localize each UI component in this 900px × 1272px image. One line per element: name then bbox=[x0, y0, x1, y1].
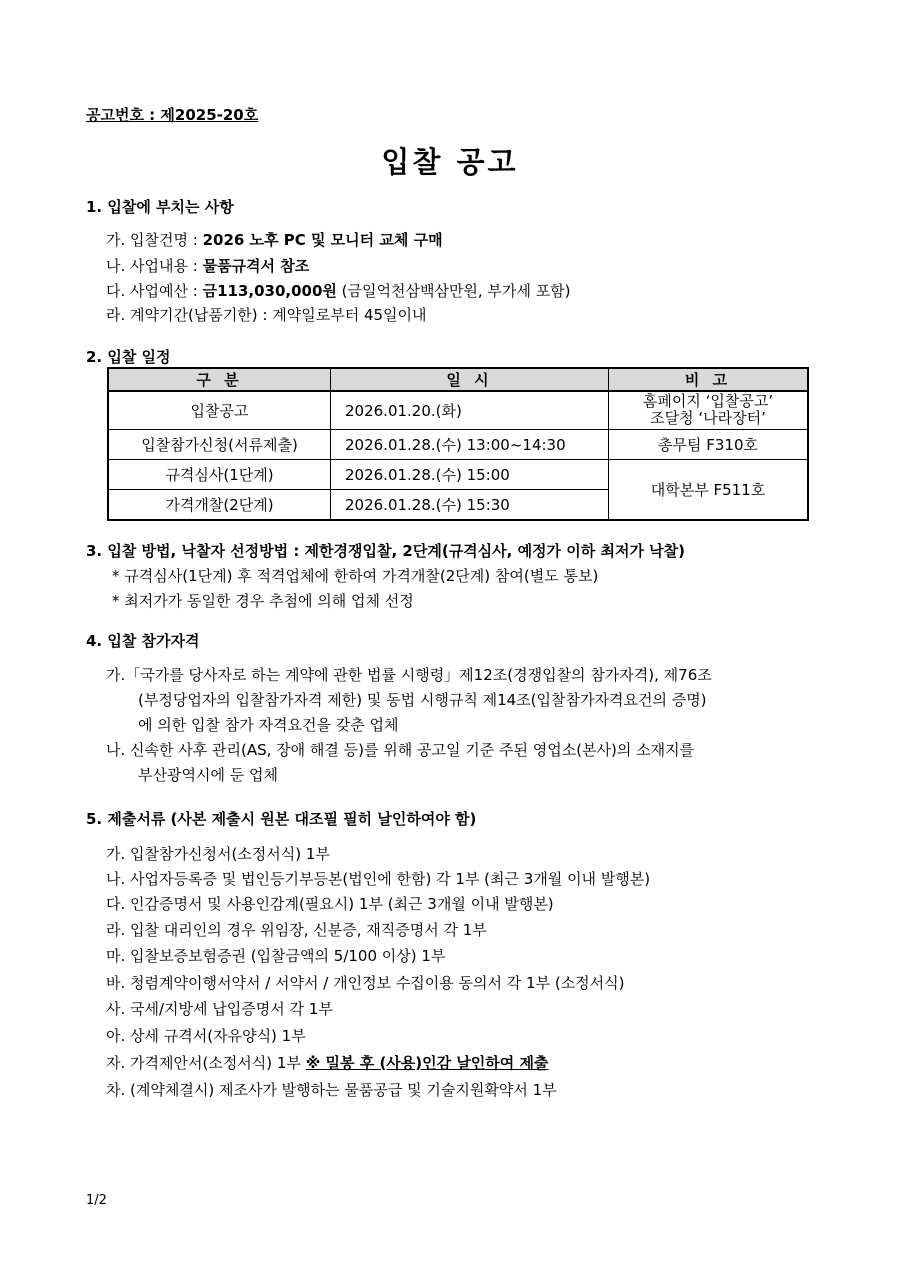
table-cell: 대학본부 F511호 bbox=[609, 459, 809, 520]
s5-item: 가. 입찰참가신청서(소정서식) 1부 bbox=[106, 845, 330, 863]
table-row bbox=[108, 459, 808, 489]
section-1-heading: 1. 입찰에 부치는 사항 bbox=[86, 198, 234, 216]
s1-item-da bbox=[106, 280, 571, 301]
table-header: 비 고 bbox=[609, 368, 809, 391]
s4-na-line-2: 부산광역시에 둔 업체 bbox=[138, 766, 278, 784]
s1-na-label: 나. 사업내용 : bbox=[106, 257, 203, 275]
s5-item: 다. 인감증명서 및 사용인감계(필요시) 1부 (최근 3개월 이내 발행본) bbox=[106, 895, 554, 913]
schedule-table bbox=[107, 367, 809, 521]
notice-number: 공고번호 : 제2025-20호 bbox=[86, 106, 259, 124]
table-header-row bbox=[108, 368, 808, 391]
s4-ga-line-3: 에 의한 입찰 참가 자격요건을 갖춘 업체 bbox=[138, 716, 399, 734]
table-cell: 2026.01.28.(수) 15:00 bbox=[331, 459, 609, 489]
table-row bbox=[108, 429, 808, 459]
table-cell: 규격심사(1단계) bbox=[108, 459, 331, 489]
s1-item-ra: 라. 계약기간(납품기한) : 계약일로부터 45일이내 bbox=[106, 306, 427, 324]
s3-note-1: * 규격심사(1단계) 후 적격업체에 한하여 가격개찰(2단계) 참여(별도 통보) bbox=[112, 567, 599, 585]
s5-item: 사. 국세/지방세 납입증명서 각 1부 bbox=[106, 1000, 333, 1018]
s1-da-value: 금113,030,000원 bbox=[202, 282, 337, 300]
table-cell: 2026.01.28.(수) 13:00~14:30 bbox=[331, 429, 609, 459]
s5-ja-text: 자. 가격제안서(소정서식) 1부 bbox=[106, 1054, 306, 1072]
note-line: 조달청 ‘나라장터’ bbox=[650, 409, 766, 428]
s1-ga-value: 2026 노후 PC 및 모니터 교체 구매 bbox=[202, 231, 443, 249]
s1-ga-label: 가. 입찰건명 : bbox=[106, 231, 203, 249]
page-title: 입찰 공고 bbox=[381, 145, 519, 179]
s5-ja-emphasis: ※ 밀봉 후 (사용)인감 날인하여 제출 bbox=[305, 1054, 549, 1072]
table-cell: 가격개찰(2단계) bbox=[108, 489, 331, 520]
table-header: 구 분 bbox=[108, 368, 331, 391]
table-cell: 총무팀 F310호 bbox=[609, 429, 809, 459]
s5-item-ja bbox=[106, 1052, 549, 1073]
table-cell: 입찰공고 bbox=[108, 391, 331, 429]
section-4-heading: 4. 입찰 참가자격 bbox=[86, 632, 200, 650]
section-3-heading: 3. 입찰 방법, 낙찰자 선정방법 : 제한경쟁입찰, 2단계(규격심사, 예정가 이하 최저가 낙찰) bbox=[86, 542, 685, 560]
section-5-heading: 5. 제출서류 (사본 제출시 원본 대조필 필히 날인하여야 함) bbox=[86, 810, 477, 828]
s5-item: 라. 입찰 대리인의 경우 위임장, 신분증, 재직증명서 각 1부 bbox=[106, 921, 487, 939]
s5-item: 나. 사업자등록증 및 법인등기부등본(법인에 한함) 각 1부 (최근 3개월 이내 발행본) bbox=[106, 870, 651, 888]
page-number: 1/2 bbox=[86, 1193, 107, 1208]
table-row bbox=[108, 391, 808, 429]
s4-ga-line-2: (부정당업자의 입찰참가자격 제한) 및 동법 시행규칙 제14조(입찰참가자격요건의 증명) bbox=[138, 691, 707, 709]
s4-na-line-1: 나. 신속한 사후 관리(AS, 장애 해결 등)를 위해 공고일 기준 주된 영업소(본사)의 소재지를 bbox=[106, 741, 695, 759]
s1-da-label: 다. 사업예산 : bbox=[106, 282, 203, 300]
table-cell: 2026.01.20.(화) bbox=[331, 391, 609, 429]
table-cell: 입찰참가신청(서류제출) bbox=[108, 429, 331, 459]
s5-item: 바. 청렴계약이행서약서 / 서약서 / 개인정보 수집이용 동의서 각 1부 (소정서식) bbox=[106, 974, 625, 992]
s5-item: 아. 상세 규격서(자유양식) 1부 bbox=[106, 1027, 306, 1045]
s1-item-na bbox=[106, 255, 309, 276]
table-cell: 2026.01.28.(수) 15:30 bbox=[331, 489, 609, 520]
s1-na-value: 물품규격서 참조 bbox=[202, 257, 310, 275]
s5-item: 마. 입찰보증보험증권 (입찰금액의 5/100 이상) 1부 bbox=[106, 947, 446, 965]
s4-ga-line-1: 가.「국가를 당사자로 하는 계약에 관한 법률 시행령」제12조(경쟁입찰의 참가자격), 제76조 bbox=[106, 666, 712, 684]
table-header: 일 시 bbox=[331, 368, 609, 391]
s3-note-2: * 최저가가 동일한 경우 추첨에 의해 업체 선정 bbox=[112, 592, 414, 610]
s1-item-ga bbox=[106, 229, 443, 250]
note-line: 홈페이지 ‘입찰공고’ bbox=[642, 392, 774, 411]
s5-item-cha: 차. (계약체결시) 제조사가 발행하는 물품공급 및 기술지원확약서 1부 bbox=[106, 1081, 557, 1099]
table-cell bbox=[609, 391, 809, 429]
s1-da-suffix: (금일억천삼백삼만원, 부가세 포함) bbox=[336, 282, 571, 300]
section-2-heading: 2. 입찰 일정 bbox=[86, 348, 171, 366]
